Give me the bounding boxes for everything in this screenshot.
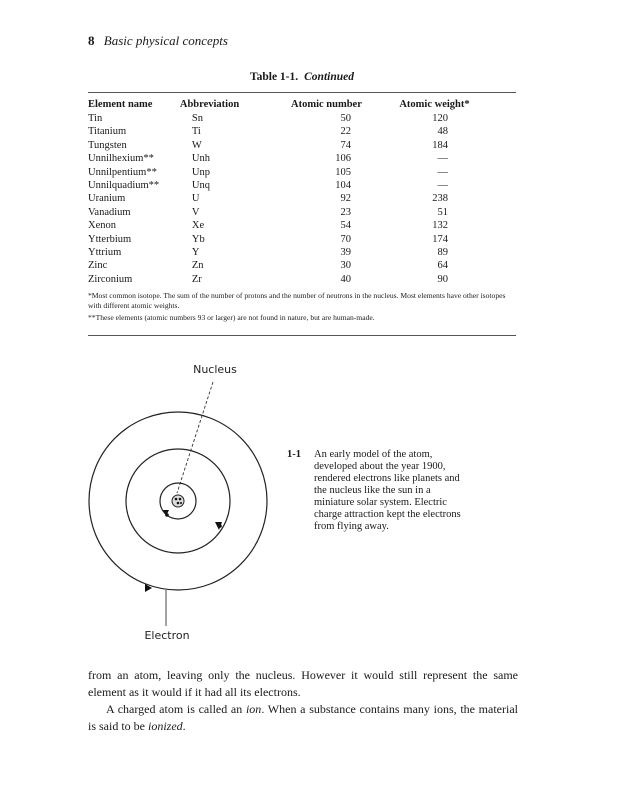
body-text-span: . — [182, 719, 186, 733]
table-note: **These elements (atomic numbers 93 or larger) are not found in nature, but are human-made. — [88, 313, 375, 322]
running-title: Basic physical concepts — [103, 33, 228, 48]
electron-label: Electron — [144, 629, 190, 642]
abbreviation-cell: V — [191, 206, 200, 218]
atomic-weight-cell: 120 — [432, 113, 448, 124]
figure-caption-text: An early model of the atom, developed about the year 1900, rendered electrons like planets and the nucleus like the sun in a miniature solar system. Electric charge attraction kept the electrons from flying away. — [314, 449, 461, 532]
figure-number: 1-1 — [287, 449, 301, 460]
abbreviation-cell: Unh — [191, 153, 210, 165]
page-number: 8 — [88, 33, 95, 48]
atomic-weight-cell: — — [437, 180, 448, 192]
table-row — [88, 166, 488, 179]
atomic-weight-cell: 90 — [437, 273, 448, 285]
atomic-number-cell: 74 — [340, 139, 351, 151]
atomic-weight-cell: 238 — [432, 193, 448, 205]
nucleus-label: Nucleus — [193, 363, 237, 376]
body-paragraph: from an atom, leaving only the nucleus. However it would still represent the same element as it would if it had all its electrons. — [88, 668, 518, 699]
abbreviation-cell: Unp — [191, 166, 210, 178]
abbreviation-cell: Unq — [191, 180, 210, 192]
atomic-weight-cell: 64 — [437, 260, 448, 272]
table-row — [88, 273, 488, 286]
atomic-number-cell: 92 — [340, 193, 351, 205]
table-notes — [88, 291, 516, 325]
abbreviation-cell: U — [191, 193, 200, 205]
element-name-cell: Titanium — [88, 126, 127, 138]
table-title-suffix: Continued — [304, 71, 354, 83]
atomic-weight-cell: 132 — [432, 220, 448, 232]
table-row — [88, 246, 488, 259]
nucleus-pointer — [177, 382, 213, 493]
table-title-label: Table 1-1. — [250, 71, 299, 83]
atomic-number-cell: 50 — [340, 113, 351, 124]
element-name-cell: Tin — [88, 113, 103, 124]
element-name-cell: Zirconium — [88, 273, 133, 285]
table-body — [88, 112, 488, 286]
table-top-rule — [88, 92, 516, 93]
abbreviation-cell: Xe — [191, 220, 205, 232]
table-row — [88, 179, 488, 192]
atomic-number-cell: 104 — [335, 180, 351, 192]
atomic-number-cell: 54 — [340, 220, 351, 232]
table-row — [88, 125, 488, 138]
element-name-cell: Vanadium — [88, 206, 131, 218]
table-row — [88, 152, 488, 165]
element-name-cell: Zinc — [88, 260, 108, 272]
atomic-weight-cell: 48 — [437, 126, 448, 138]
abbreviation-cell: Sn — [191, 113, 203, 124]
atomic-weight-cell: 51 — [437, 206, 448, 218]
element-name-cell: Xenon — [88, 220, 116, 232]
page-header — [88, 33, 228, 49]
abbreviation-cell: Y — [191, 247, 200, 259]
element-name-cell: Unnilhexium** — [88, 153, 154, 165]
atomic-number-cell: 70 — [340, 233, 351, 245]
element-name-cell: Tungsten — [88, 139, 127, 151]
column-header: Atomic weight* — [399, 99, 470, 111]
atomic-weight-cell: 184 — [432, 139, 448, 151]
atomic-number-cell: 105 — [335, 166, 351, 178]
body-paragraph — [88, 701, 518, 735]
term-ionized: ionized — [148, 719, 183, 733]
atomic-weight-cell: — — [437, 153, 448, 165]
abbreviation-cell: Yb — [191, 233, 205, 245]
table-row — [88, 112, 488, 125]
table-bottom-rule — [88, 335, 516, 336]
abbreviation-cell: W — [191, 139, 202, 151]
atomic-number-cell: 22 — [340, 126, 351, 138]
term-ion: ion — [245, 702, 262, 716]
atomic-number-cell: 30 — [340, 260, 351, 272]
abbreviation-cell: Zn — [191, 260, 204, 272]
body-text-span: . When a substance contains many ions, the material is said to be — [88, 702, 518, 733]
atomic-weight-cell: 174 — [432, 233, 448, 245]
table-row — [88, 259, 488, 272]
column-header: Element name — [88, 99, 153, 111]
atomic-number-cell: 39 — [340, 247, 351, 259]
table-note: *Most common isotope. The sum of the number of protons and the number of neutrons in the nucleus. Most elements have other isotopes with different atomic weights. — [88, 291, 506, 310]
column-header: Atomic number — [291, 99, 362, 111]
table-title — [88, 71, 516, 83]
element-name-cell: Yttrium — [88, 247, 122, 259]
table-row — [88, 192, 488, 205]
body-text — [88, 667, 518, 735]
element-name-cell: Unnilquadium** — [88, 180, 160, 192]
element-name-cell: Uranium — [88, 193, 126, 205]
atomic-number-cell: 40 — [340, 273, 351, 285]
atomic-weight-cell: 89 — [437, 247, 448, 259]
nucleus — [172, 495, 184, 507]
table-row — [88, 206, 488, 219]
element-name-cell: Ytterbium — [88, 233, 132, 245]
column-header: Abbreviation — [179, 99, 240, 111]
table-header-row — [88, 98, 488, 112]
atomic-weight-cell: — — [437, 166, 448, 178]
element-name-cell: Unnilpentium** — [88, 166, 157, 178]
atomic-number-cell: 23 — [340, 206, 351, 218]
table-row — [88, 219, 488, 232]
abbreviation-cell: Ti — [191, 126, 201, 138]
atomic-number-cell: 106 — [335, 153, 351, 165]
table-row — [88, 233, 488, 246]
table-row — [88, 139, 488, 152]
body-text-span: A charged atom is called an — [106, 702, 246, 716]
elements-table — [88, 98, 488, 286]
abbreviation-cell: Zr — [191, 273, 202, 285]
